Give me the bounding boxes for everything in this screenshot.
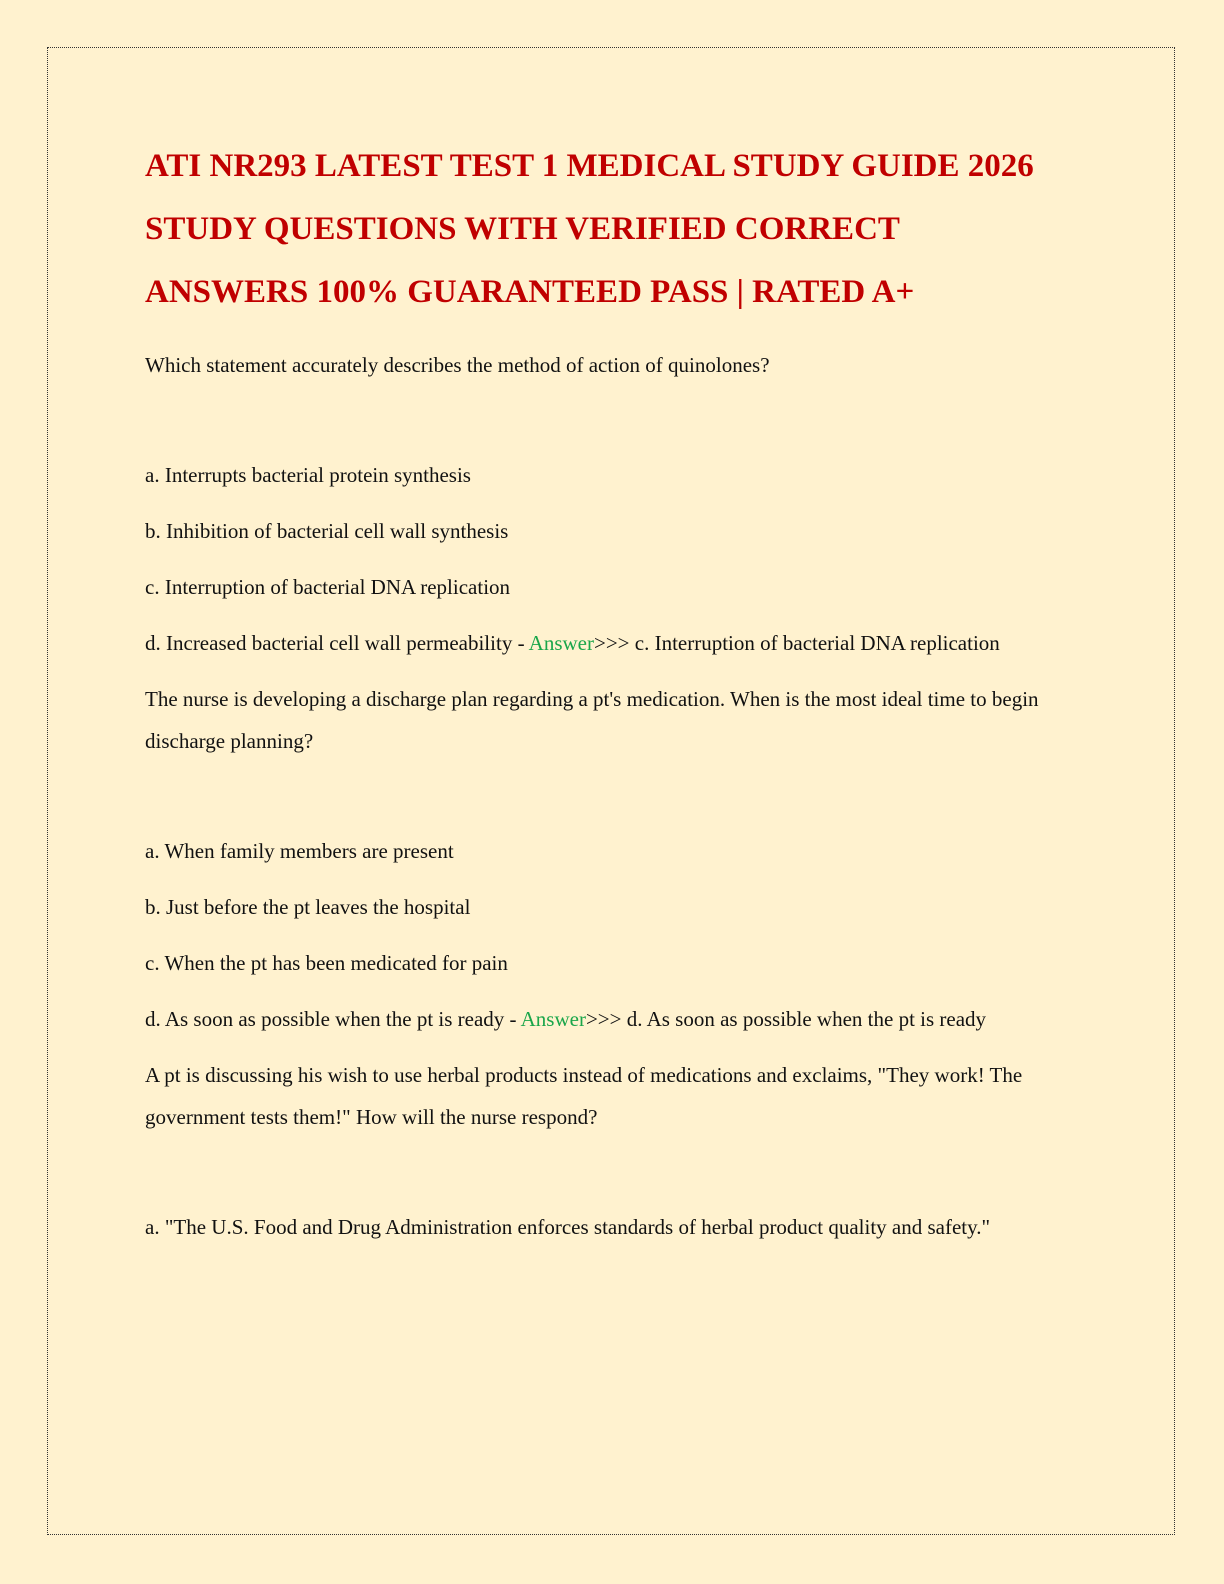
answer-label: Answer: [520, 1007, 586, 1031]
option-d: d. Increased bacterial cell wall permeability -: [145, 631, 529, 655]
question-text: A pt is discussing his wish to use herbal products instead of medications and exclaims, "They work! The government tests them!" How will the nurse respond?: [145, 1063, 1023, 1129]
option-a: a. "The U.S. Food and Drug Administration enforces standards of herbal product quality and safety.": [145, 1215, 991, 1239]
question-text: Which statement accurately describes the method of action of quinolones?: [145, 353, 770, 377]
question-block: [145, 344, 1065, 664]
document-title: ATI NR293 LATEST TEST 1 MEDICAL STUDY GUIDE 2026 STUDY QUESTIONS WITH VERIFIED CORRECT ANSWERS 100% GUARANTEED PASS | RATED A+: [145, 148, 1034, 310]
question-block: [145, 1054, 1065, 1248]
answer-text: >>> c. Interruption of bacterial DNA replication: [593, 631, 1000, 655]
option-d-with-answer: [145, 998, 1065, 1040]
option-d-with-answer: [145, 622, 1065, 664]
option-b: b. Just before the pt leaves the hospital: [145, 895, 471, 919]
option-a: a. Interrupts bacterial protein synthesis: [145, 463, 471, 487]
answer-label: Answer: [528, 631, 594, 655]
option-c: c. Interruption of bacterial DNA replication: [145, 575, 511, 599]
option-c: c. When the pt has been medicated for pain: [145, 951, 508, 975]
option-a: a. When family members are present: [145, 839, 454, 863]
document-content: [145, 135, 1065, 1262]
question-text: The nurse is developing a discharge plan regarding a pt's medication. When is the most ideal time to begin discharge planning?: [145, 687, 1039, 753]
question-block: [145, 678, 1065, 1040]
answer-text: >>> d. As soon as possible when the pt is ready: [585, 1007, 987, 1031]
option-b: b. Inhibition of bacterial cell wall synthesis: [145, 519, 509, 543]
option-d: d. As soon as possible when the pt is ready -: [145, 1007, 521, 1031]
